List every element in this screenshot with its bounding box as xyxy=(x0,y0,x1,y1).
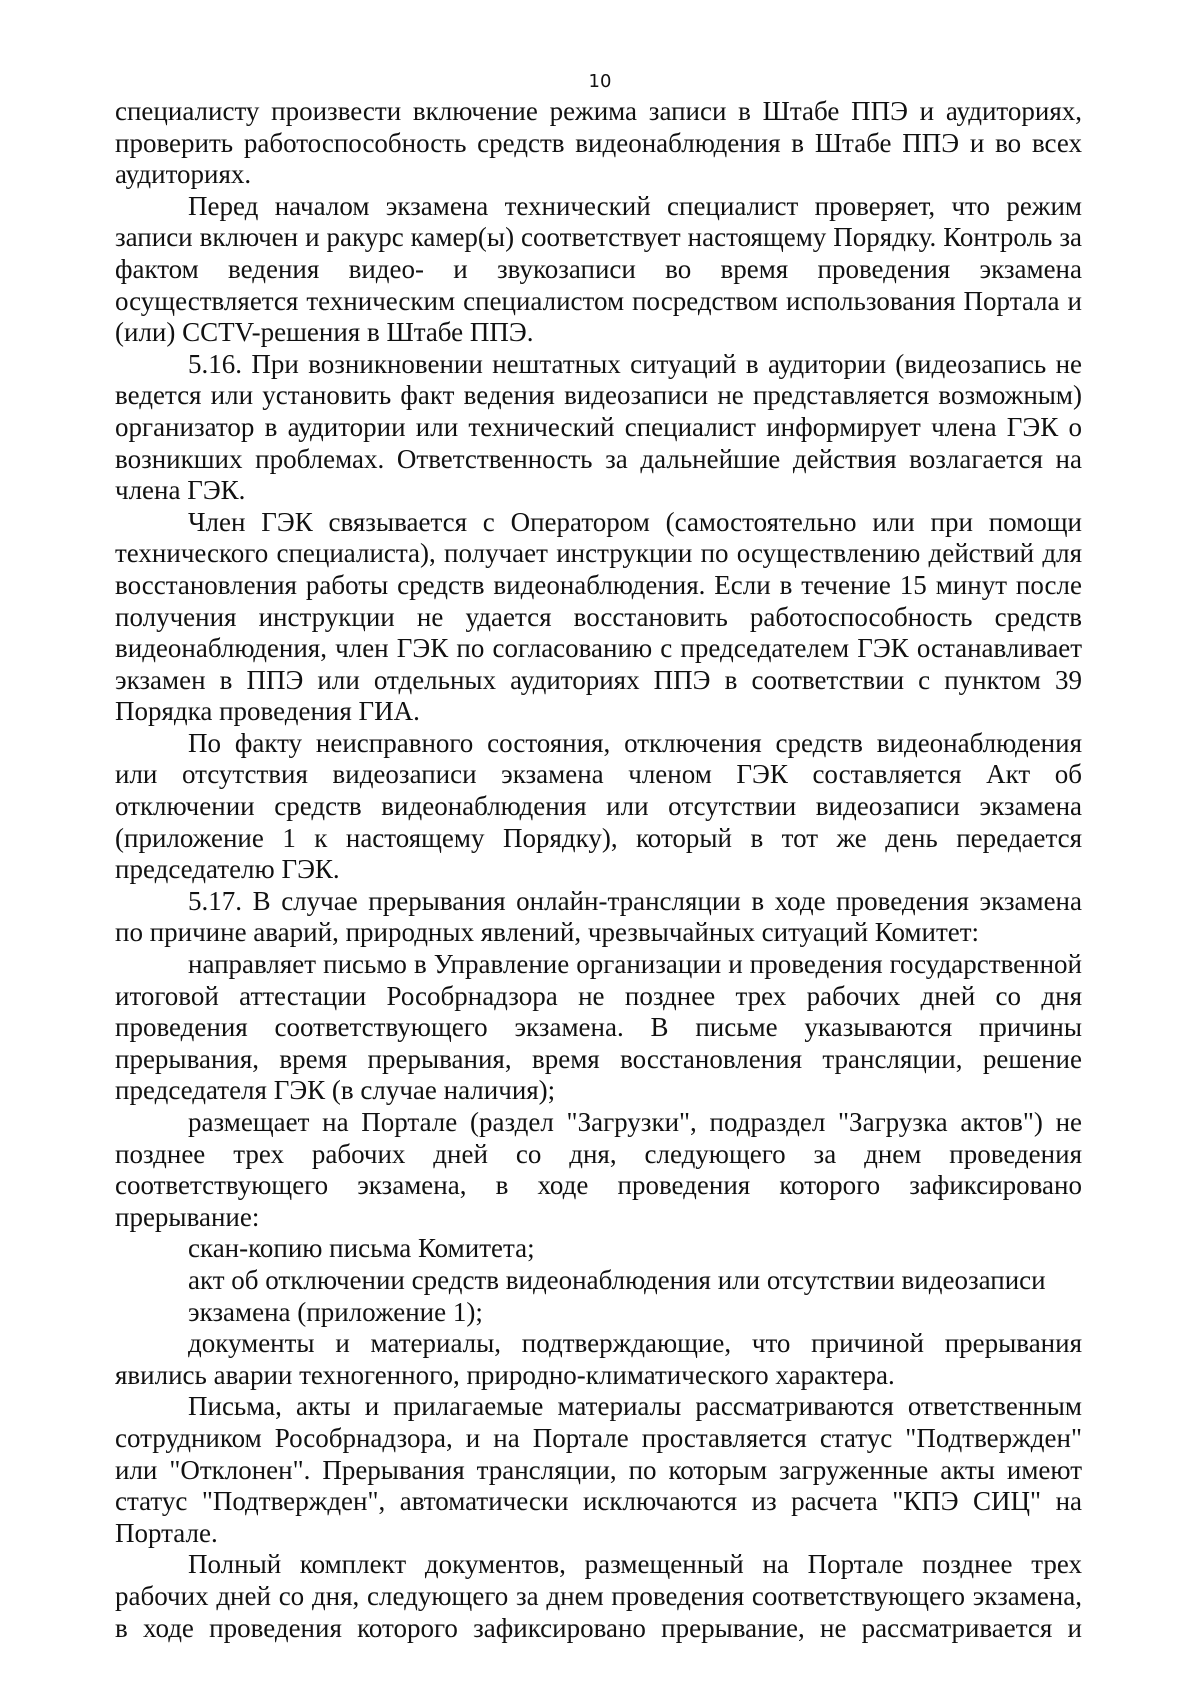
list-item-supporting-documents: документы и материалы, подтверждающие, что причиной прерывания явились аварии техногенного, природно-климатического характера. xyxy=(115,1328,1082,1390)
list-item-letter-scan: скан-копию письма Комитета; xyxy=(188,1233,535,1264)
paragraph-uploads-to-portal: размещает на Портале (раздел "Загрузки", подраздел "Загрузка актов") не позднее трех рабочих дней со дня, следующего за днем проведения соответствующего экзамена, в ходе проведения которого зафиксировано прерывание: xyxy=(115,1107,1082,1232)
paragraph-sends-letter: направляет письмо в Управление организации и проведения государственной итоговой аттестации Рособрнадзора не позднее трех рабочих дней со дня проведения соответствующего экзамена. В письме указываются причины прерывания, время прерывания, время восстановления трансляции, решение председателя ГЭК (в случае наличия); xyxy=(115,949,1082,1106)
paragraph-late-submission: Полный комплект документов, размещенный на Портале позднее трех рабочих дней со дня, следующего за днем проведения соответствующего экзамена, в ходе проведения которого зафиксировано прерывание, не рассматривается и xyxy=(115,1549,1082,1643)
paragraph-review-status: Письма, акты и прилагаемые материалы рассматриваются ответственным сотрудником Рособрнадзора, и на Портале проставляется статус "Подтвержден" или "Отклонен". Прерывания трансляции, по которым загруженные акты имеют статус "Подтвержден", автоматически исключаются из расчета "КПЭ СИЦ" на Портале. xyxy=(115,1391,1082,1548)
paragraph-5-17: 5.17. В случае прерывания онлайн-трансляции в ходе проведения экзамена по причине аварий, природных явлений, чрезвычайных ситуаций Комитет: xyxy=(115,885,1082,948)
paragraph-gek-member-actions: Член ГЭК связывается с Оператором (самостоятельно или при помощи технического специалиста), получает инструкции по осуществлению действий для восстановления работы средств видеонаблюдения. Если в течение 15 минут после получения инструкции не удается восстановить работоспособность средств видеонаблюдения, член ГЭК по согласованию с председателем ГЭК останавливает экзамен в ППЭ или отдельных аудиториях ППЭ в соответствии с пунктом 39 Порядка проведения ГИА. xyxy=(115,506,1082,727)
document-body xyxy=(115,96,1082,1644)
page-number: 10 xyxy=(588,71,612,92)
paragraph-malfunction-act: По факту неисправного состояния, отключения средств видеонаблюдения или отсутствия видеозаписи экзамена членом ГЭК составляется Акт об отключении средств видеонаблюдения или отсутствии видеозаписи экзамена (приложение 1 к настоящему Порядку), который в тот же день передается председателю ГЭК. xyxy=(115,727,1082,885)
paragraph-recording-check: Перед началом экзамена технический специалист проверяет, что режим записи включен и ракурс камер(ы) соответствует настоящему Порядку. Контроль за фактом ведения видео- и звукозаписи во время проведения экзамена осуществляется техническим специалистом посредством использования Портала и (или) CCTV-решения в Штабе ППЭ. xyxy=(115,190,1082,348)
list-item-disconnection-act: акт об отключении средств видеонаблюдения или отсутствии видеозаписи экзамена (приложение 1); xyxy=(188,1264,1046,1327)
paragraph-5-16: 5.16. При возникновении нештатных ситуаций в аудитории (видеозапись не ведется или установить факт ведения видеозаписи не представляется возможным) организатор в аудитории или технический специалист информирует члена ГЭК о возникших проблемах. Ответственность за дальнейшие действия возлагается на члена ГЭК. xyxy=(115,348,1082,506)
paragraph-continuation: специалисту произвести включение режима записи в Штабе ППЭ и аудиториях, проверить работоспособность средств видеонаблюдения в Штабе ППЭ и во всех аудиториях. xyxy=(115,96,1082,190)
